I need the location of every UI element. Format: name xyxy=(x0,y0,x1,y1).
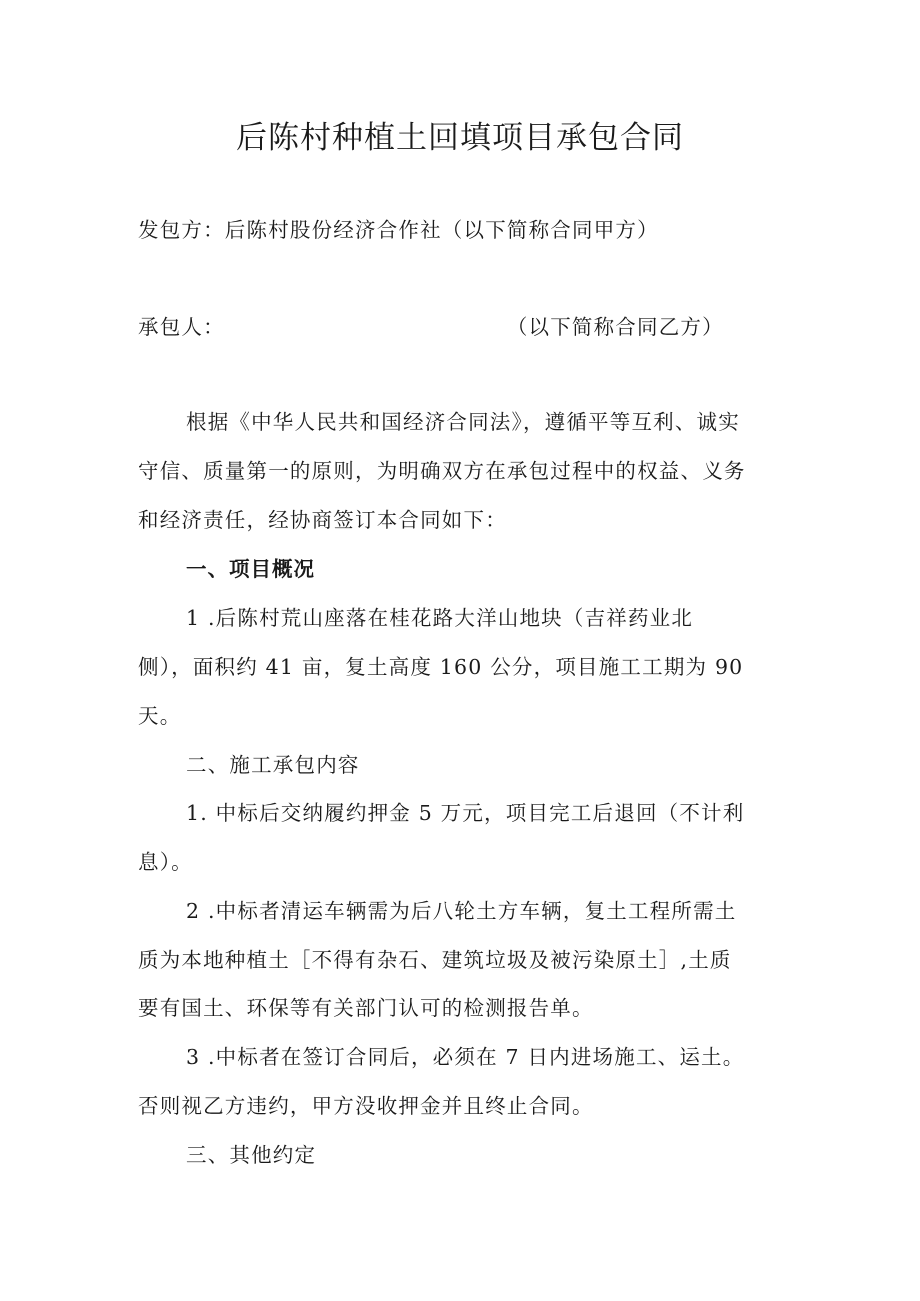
preamble-line: 和经济责任，经协商签订本合同如下： xyxy=(138,508,507,532)
clause-line: 息）。 xyxy=(138,850,193,874)
document-title: 后陈村种植土回填项目承包合同 xyxy=(236,120,684,156)
section-heading: 三、其他约定 xyxy=(186,1143,317,1167)
clause-line: 侧），面积约 41 亩，复土高度 160 公分，项目施工工期为 90 xyxy=(138,655,744,679)
section-heading: 一、项目概况 xyxy=(186,557,315,581)
clause-line: 2 .中标者清运车辆需为后八轮土方车辆，复土工程所需土 xyxy=(186,899,737,923)
clause-line: 1. 中标后交纳履约押金 5 万元，项目完工后退回（不计利 xyxy=(186,801,745,825)
clause-line: 天。 xyxy=(138,704,182,728)
clause-line: 1 .后陈村荒山座落在桂花路大洋山地块（吉祥药业北 xyxy=(186,606,694,630)
contractor-suffix: （以下简称合同乙方） xyxy=(506,315,724,339)
clause-line: 3 .中标者在签订合同后，必须在 7 日内进场施工、运土。 xyxy=(186,1045,745,1069)
clause-line: 要有国土、环保等有关部门认可的检测报告单。 xyxy=(138,996,594,1020)
section-heading: 二、施工承包内容 xyxy=(186,753,360,777)
contractor-label: 承包人： xyxy=(138,315,225,339)
preamble-line: 根据《中华人民共和国经济合同法》，遵循平等互利、诚实 xyxy=(186,410,740,434)
preamble-line: 守信、质量第一的原则，为明确双方在承包过程中的权益、义务 xyxy=(138,459,746,483)
issuer-line: 发包方：后陈村股份经济合作社（以下简称合同甲方） xyxy=(138,218,659,242)
contractor-line xyxy=(138,311,788,343)
clause-line: 质为本地种植土［不得有杂石、建筑垃圾及被污染原土］,土质 xyxy=(138,948,732,972)
clause-line: 否则视乙方违约，甲方没收押金并且终止合同。 xyxy=(138,1094,594,1118)
